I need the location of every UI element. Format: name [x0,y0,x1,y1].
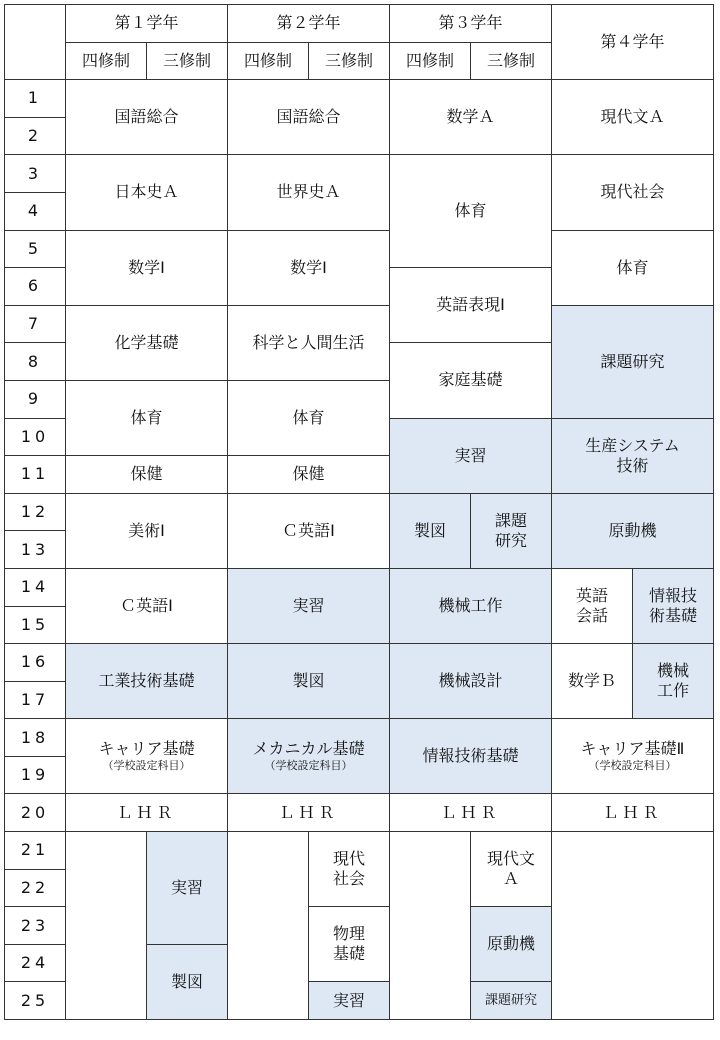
curriculum-table [4,4,714,1020]
course-cell: 数学Ｂ [552,644,633,719]
course-cell-practical: 課題研究 [471,982,552,1020]
course-cell-practical: 情報技 術基礎 [633,568,714,643]
course-cell: 英語表現Ⅰ [390,268,552,343]
course-cell: 科学と人間生活 [228,305,390,380]
course-cell: 現代文 Ａ [471,832,552,907]
course-note: （学校設定科目） [102,759,191,773]
course-cell-practical: 課題研究 [552,305,714,418]
period-number: 18 [5,719,66,757]
course-cell: Ｃ英語Ⅰ [66,568,228,643]
header-year3-four-year: 四修制 [390,42,471,80]
header-year1-three-year: 三修制 [147,42,228,80]
course-cell-practical: 製図 [228,644,390,719]
header-year2-four-year: 四修制 [228,42,309,80]
course-cell-practical: 機械設計 [390,644,552,719]
course-cell: 現代 社会 [309,832,390,907]
course-cell: 国語総合 [66,80,228,155]
period-number: 17 [5,681,66,719]
course-cell: Ｃ英語Ⅰ [228,493,390,568]
course-cell: ＬＨＲ [552,794,714,832]
course-cell: 英語 会話 [552,568,633,643]
course-cell: 美術Ⅰ [66,493,228,568]
period-number: 4 [5,192,66,230]
period-number: 14 [5,568,66,606]
period-number: 10 [5,418,66,456]
period-number: 25 [5,982,66,1020]
course-cell: 数学Ⅰ [66,230,228,305]
course-name: メカニカル基礎 [252,739,365,759]
header-year1: 第１学年 [66,5,228,43]
period-number: 5 [5,230,66,268]
course-cell-practical: 実習 [147,832,228,945]
course-cell: 体育 [228,380,390,455]
period-number: 21 [5,832,66,870]
course-cell: 保健 [228,456,390,494]
course-cell-practical: 実習 [228,568,390,643]
period-number: 19 [5,756,66,794]
course-cell-practical: 製図 [147,944,228,1019]
course-cell: 日本史Ａ [66,155,228,230]
course-cell: ＬＨＲ [390,794,552,832]
course-cell: 現代文Ａ [552,80,714,155]
course-cell-practical: 生産システム 技術 [552,418,714,493]
course-cell-practical: 情報技術基礎 [390,719,552,794]
course-note: （学校設定科目） [264,759,353,773]
course-cell-practical: 原動機 [471,907,552,982]
course-cell-practical: 課題 研究 [471,493,552,568]
course-cell-practical: 原動機 [552,493,714,568]
header-year3: 第３学年 [390,5,552,43]
empty-cell [552,832,714,1020]
header-year1-four-year: 四修制 [66,42,147,80]
course-cell: 体育 [66,380,228,455]
course-cell: 国語総合 [228,80,390,155]
period-number: 16 [5,644,66,682]
period-number: 12 [5,493,66,531]
course-cell [552,719,714,794]
course-cell: 化学基礎 [66,305,228,380]
course-cell: 数学Ａ [390,80,552,155]
course-cell: 数学Ⅰ [228,230,390,305]
course-name: キャリア基礎Ⅱ [580,739,685,759]
period-number: 23 [5,907,66,945]
period-number: 8 [5,343,66,381]
header-year2-three-year: 三修制 [309,42,390,80]
timetable-wrapper [4,4,714,1020]
course-cell: 世界史Ａ [228,155,390,230]
period-number: 6 [5,268,66,306]
header-year3-three-year: 三修制 [471,42,552,80]
course-name: キャリア基礎 [98,739,195,759]
course-cell: 家庭基礎 [390,343,552,418]
course-cell: ＬＨＲ [228,794,390,832]
course-cell-practical: 実習 [390,418,552,493]
course-cell: ＬＨＲ [66,794,228,832]
period-number: 7 [5,305,66,343]
course-cell-practical [228,719,390,794]
course-cell-practical: 実習 [309,982,390,1020]
corner-cell [5,5,66,80]
period-number: 15 [5,606,66,644]
header-year4: 第４学年 [552,5,714,80]
course-cell: 保健 [66,456,228,494]
period-number: 22 [5,869,66,907]
empty-cell [390,832,471,1020]
period-number: 24 [5,944,66,982]
course-cell: 現代社会 [552,155,714,230]
course-cell: 体育 [552,230,714,305]
course-cell-practical: 機械工作 [390,568,552,643]
course-cell-practical: 製図 [390,493,471,568]
period-number: 1 [5,80,66,118]
period-number: 13 [5,531,66,569]
period-number: 20 [5,794,66,832]
empty-cell [228,832,309,1020]
course-cell: 体育 [390,155,552,268]
course-cell-practical: 工業技術基礎 [66,644,228,719]
course-note: （学校設定科目） [588,759,677,773]
course-cell: 物理 基礎 [309,907,390,982]
course-cell-practical: 機械 工作 [633,644,714,719]
header-year2: 第２学年 [228,5,390,43]
period-number: 9 [5,380,66,418]
course-cell [66,719,228,794]
period-number: 2 [5,117,66,155]
period-number: 3 [5,155,66,193]
period-number: 11 [5,456,66,494]
empty-cell [66,832,147,1020]
